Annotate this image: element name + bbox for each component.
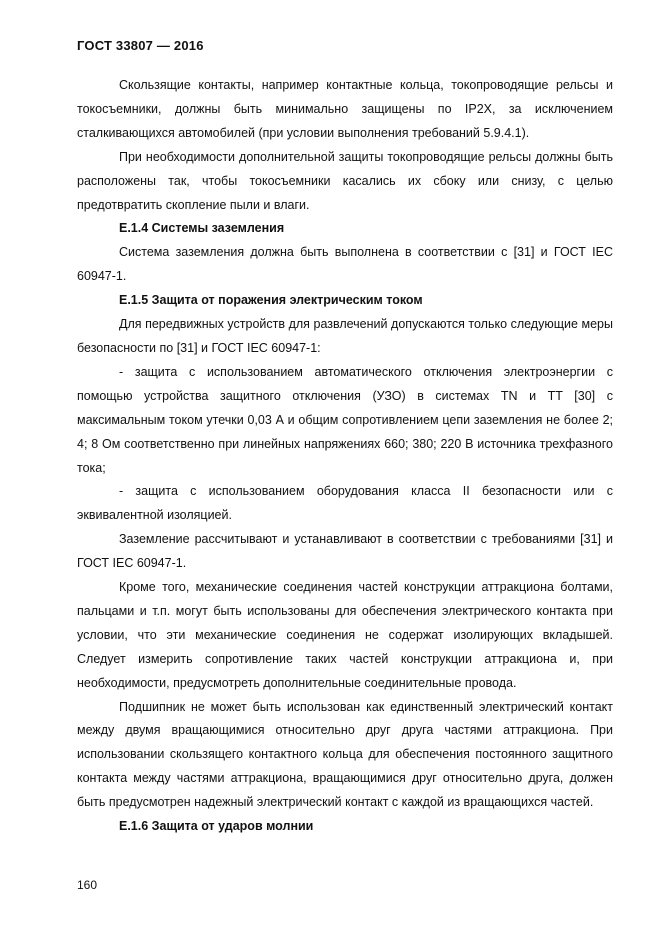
paragraph-bearing: Подшипник не может быть использован как единственный электрический контакт между двумя вращающимися относительно друг друга частями аттракциона. При использовании скользящего контактного кольца для обеспечения постоянного защитного контакта между частями аттракциона, вращающимися друг относительно друга, должен быть предусмотрен надежный электрический контакт с каждой из вращающихся частей. (77, 699, 613, 810)
paragraph-safety-measures: Для передвижных устройств для развлечений допускаются только следующие меры безопасности по [31] и ГОСТ IEC 60947-1: (77, 317, 613, 355)
paragraph-grounding-calc: Заземление рассчитывают и устанавливают в соответствии с требованиями [31] и ГОСТ IEC 60947-1. (77, 532, 613, 571)
paragraph-grounding-system: Система заземления должна быть выполнена в соответствии с [31] и ГОСТ IEC 60947-1. (77, 245, 613, 284)
section-heading-e-1-4: Е.1.4 Системы заземления (119, 221, 285, 236)
document-body (77, 74, 613, 839)
paragraph-conductor-rails: При необходимости дополнительной защиты токопроводящие рельсы должны быть расположены так, чтобы токосъемники касались их сбоку или снизу, с целью предотвратить скопление пыли и влаги. (77, 149, 613, 212)
page-number: 160 (77, 878, 98, 892)
paragraph-sliding-contacts: Скользящие контакты, например контактные кольца, токопроводящие рельсы и токосъемники, должны быть минимально защищены по IP2X, за исключением сталкивающихся автомобилей (при условии выполнения требований 5.9.4.1). (77, 78, 613, 140)
section-heading-e-1-5: Е.1.5 Защита от поражения электрическим током (119, 293, 423, 308)
paragraph-mechanical-joints: Кроме того, механические соединения частей конструкции аттракциона болтами, пальцами и т.п. могут быть использованы для обеспечения электрического контакта при условии, что эти механические соединения не содержат изолирующих вкладышей. Следует измерить сопротивление таких частей конструкции аттракциона и, при необходимости, предусмотреть дополнительные соединительные провода. (77, 580, 613, 690)
list-item-class-ii: - защита с использованием оборудования класса II безопасности или с эквивалентной изоляцией. (77, 484, 613, 523)
standard-header: ГОСТ 33807 — 2016 (77, 38, 204, 53)
section-heading-e-1-6: Е.1.6 Защита от ударов молнии (119, 819, 314, 834)
list-item-auto-disconnect: - защита с использованием автоматического отключения электроэнергии с помощью устройства защитного отключения (УЗО) в системах TN и TT [30] с максимальным током утечки 0,03 А и общим сопротивлением цепи заземления не более 2; 4; 8 Ом соответственно при линейных напряжениях 660; 380; 220 В источника трехфазного тока; (77, 364, 613, 475)
